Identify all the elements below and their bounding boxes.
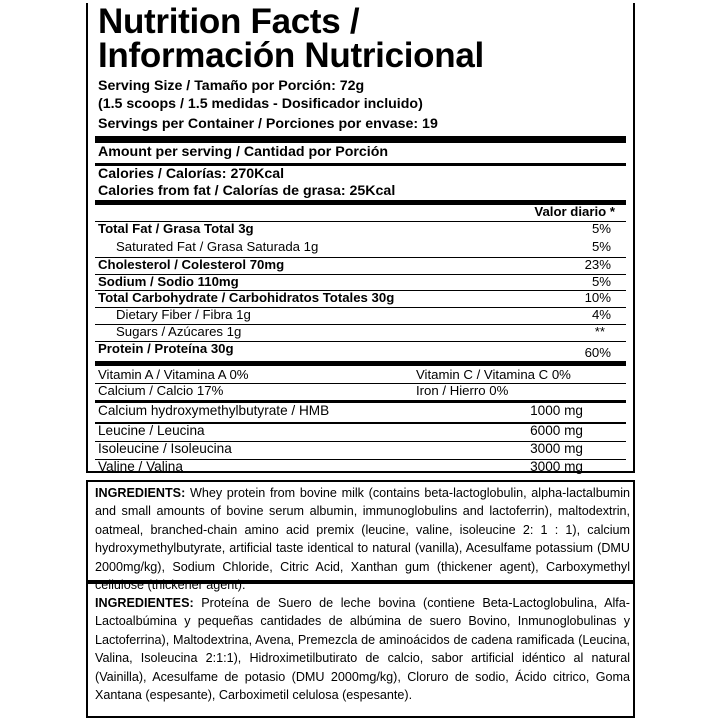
extra-label: Calcium hydroxymethylbutyrate / HMB xyxy=(98,403,330,418)
ingredients-en-label: INGREDIENTS: xyxy=(95,486,186,500)
extra-value: 6000 mg xyxy=(530,423,583,438)
iron: Iron / Hierro 0% xyxy=(416,383,509,398)
vitamin-c: Vitamin C / Vitamina C 0% xyxy=(416,367,571,382)
nutrient-label: Cholesterol / Colesterol 70mg xyxy=(98,257,285,272)
extra-label: Valine / Valina xyxy=(98,459,183,474)
ingredients-es xyxy=(95,594,630,704)
serving-size: Serving Size / Tamaño por Porción: 72g xyxy=(98,78,365,94)
nutrient-value: 60% xyxy=(584,345,611,360)
nutrient-label: Saturated Fat / Grasa Saturada 1g xyxy=(116,239,319,254)
nutrient-value: 4% xyxy=(591,307,611,322)
nutrient-value: 10% xyxy=(584,290,611,305)
title-line-2: Información Nutricional xyxy=(98,36,484,75)
ingredients-es-label: INGREDIENTES: xyxy=(95,596,194,610)
servings-per-container: Servings per Container / Porciones por envase: 19 xyxy=(98,116,438,132)
extra-label: Isoleucine / Isoleucina xyxy=(98,441,232,456)
nutrient-value: 5% xyxy=(591,221,611,236)
nutrient-label: Protein / Proteína 30g xyxy=(98,341,234,356)
calcium: Calcium / Calcio 17% xyxy=(98,383,224,398)
extra-value: 3000 mg xyxy=(530,459,583,474)
nutrient-value: 5% xyxy=(591,274,611,289)
extra-label: Leucine / Leucina xyxy=(98,423,205,438)
calories: Calories / Calorías: 270Kcal xyxy=(98,166,285,182)
nutrient-label: Total Carbohydrate / Carbohidratos Totales 30g xyxy=(98,290,395,305)
ingredients-en xyxy=(95,484,630,594)
nutrient-label: Sugars / Azúcares 1g xyxy=(116,324,242,339)
serving-note: (1.5 scoops / 1.5 medidas - Dosificador incluido) xyxy=(98,96,423,112)
nutrient-label: Dietary Fiber / Fibra 1g xyxy=(116,307,251,322)
nutrient-label: Sodium / Sodio 110mg xyxy=(98,274,239,289)
daily-value-header: Valor diario * xyxy=(534,204,615,219)
extra-value: 3000 mg xyxy=(530,441,583,456)
nutrient-value: ** xyxy=(594,324,605,339)
thick-rule xyxy=(95,361,626,366)
nutrition-facts-panel xyxy=(86,3,635,473)
nutrient-label: Total Fat / Grasa Total 3g xyxy=(98,221,254,236)
nutrient-value: 23% xyxy=(584,257,611,272)
calories-from-fat: Calories from fat / Calorías de grasa: 25Kcal xyxy=(98,183,396,199)
title-line-1: Nutrition Facts / xyxy=(98,2,360,41)
amount-per-serving: Amount per serving / Cantidad por Porción xyxy=(98,144,389,160)
extra-value: 1000 mg xyxy=(530,403,583,418)
vitamin-a: Vitamin A / Vitamina A 0% xyxy=(98,367,249,382)
nutrient-value: 5% xyxy=(591,239,611,254)
ingredients-es-text: Proteína de Suero de leche bovina (contiene Beta-Lactoglobulina, Alfa-Lactoalbúmina y pequeñas cantidades de albúmina de suero Bovino, Inmunoglobulinas y Lactoferrina), Maltodextrina, Avena, Premezcla de aminoácidos de cadena ramificada (Leucina, Valina, Isoleucina 2:1:1), Hidroximetilbutirato de calcio, sabor artificial idéntico al natural (Vainilla), Acesulfame de potasio (DMU 2000mg/kg), Cloruro de sodio, Ácido citrico, Goma Xantana (espesante), Carboximetil celulosa (espesante). xyxy=(95,596,630,703)
ingredients-en-text: Whey protein from bovine milk (contains beta-lactoglobulin, alpha-lactalbumin and small amounts of bovine serum albumin, immunoglobulins and lactoferrin), maltodextrin, oatmeal, branched-chain amino acid premix (leucine, valine, isoleucine 2: 1 : 1), calcium hydroxymethylbutyrate, artificial taste identical to natural (vanilla), Acesulfame potassium (DMU 2000mg/kg), Sodium Chloride, Citric Acid, Xanthan gum (thickener agent), Carboxymethyl cellulose (thickener agent). xyxy=(95,486,631,593)
thick-rule xyxy=(95,136,626,143)
